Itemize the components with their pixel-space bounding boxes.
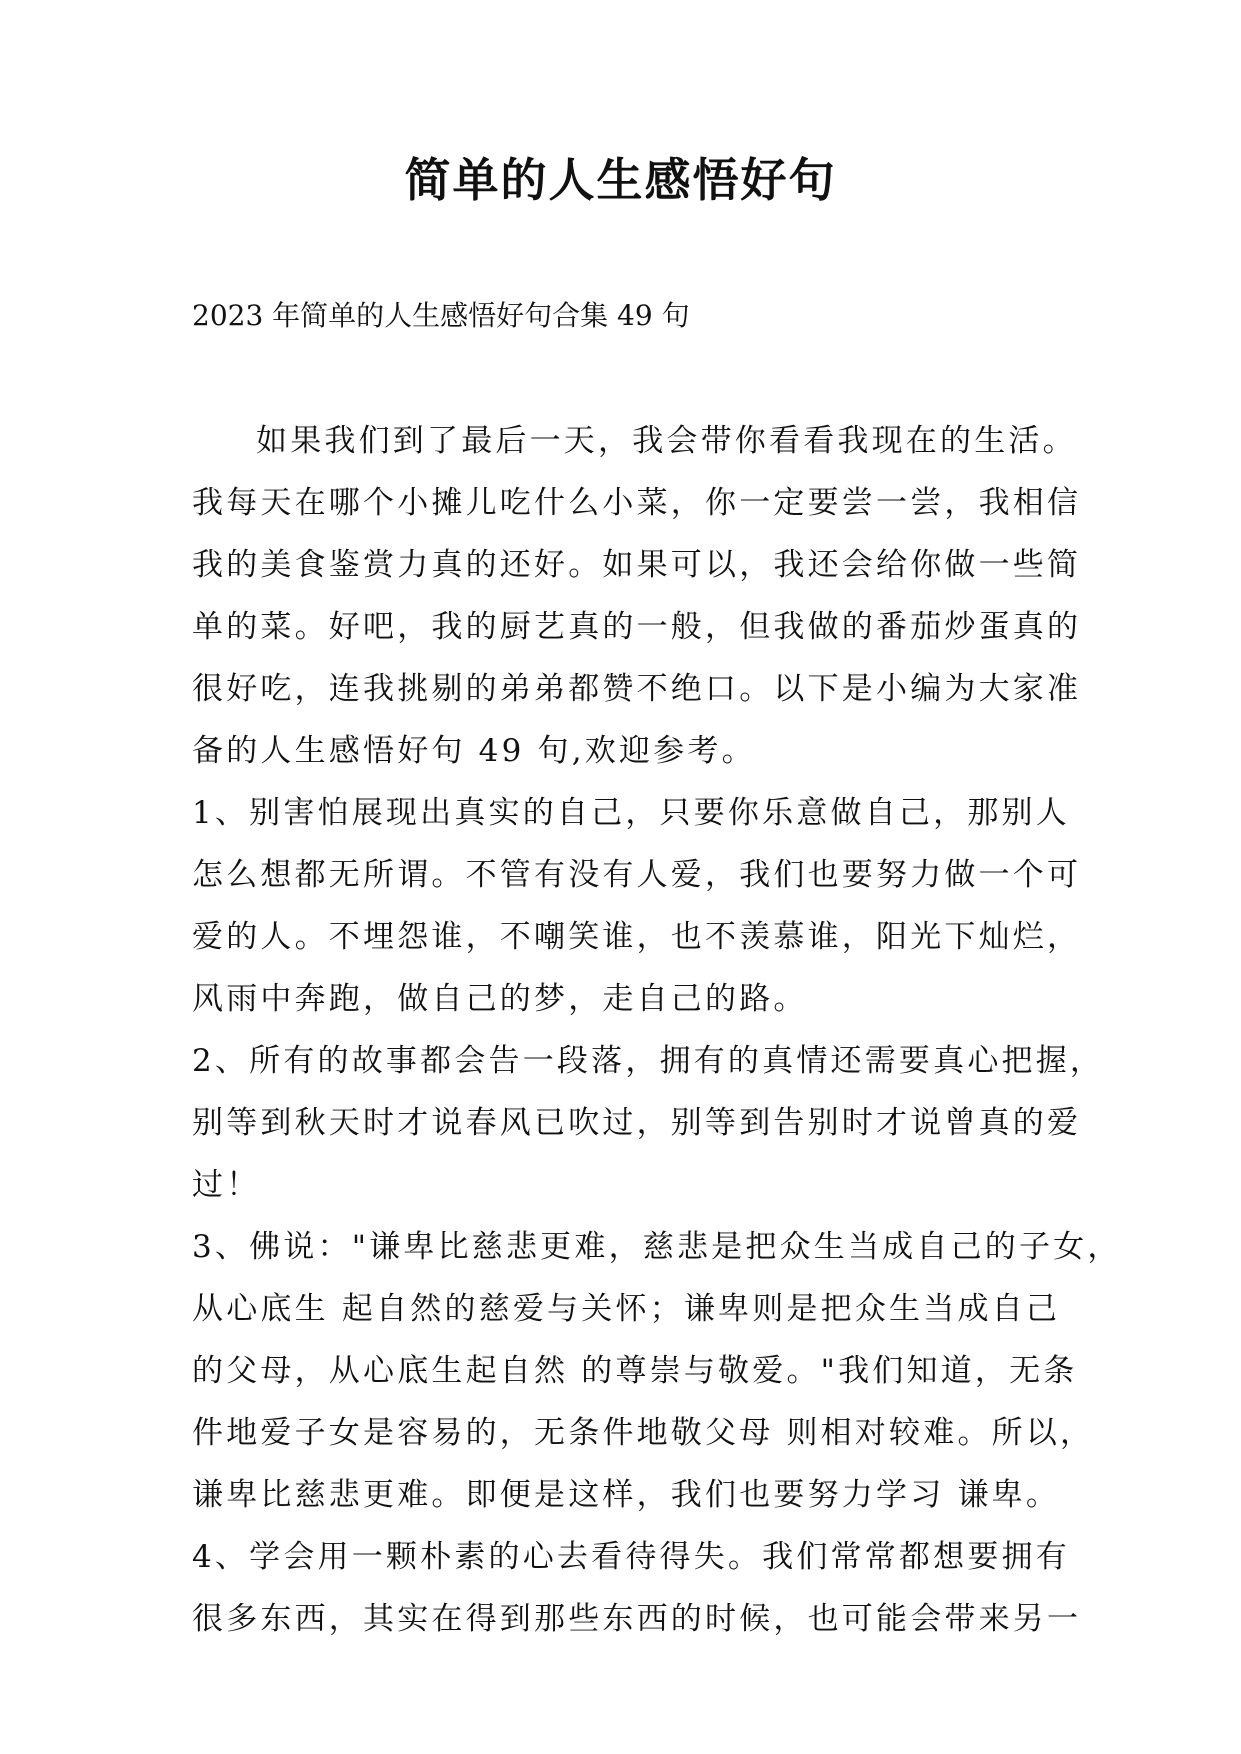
body-line: 件地爱子女是容易的，无条件地敬父母 则相对较难。所以， — [192, 1415, 1095, 1451]
document-body — [192, 410, 1122, 1650]
body-line: 很多东西，其实在得到那些东西的时候，也可能会带来另一 — [192, 1601, 1082, 1637]
body-line: 过！ — [192, 1167, 261, 1203]
document-subtitle: 2023 年简单的人生感悟好句合集 49 句 — [192, 299, 690, 332]
body-line: 如果我们到了最后一天，我会带你看看我现在的生活。 — [256, 423, 1077, 459]
body-line: 1、别害怕展现出真实的自己，只要你乐意做自己，那别人 — [192, 795, 1070, 831]
body-line: 别等到秋天时才说春风已吹过，别等到告别时才说曾真的爱 — [192, 1105, 1082, 1141]
body-line: 我的美食鉴赏力真的还好。如果可以，我还会给你做一些简 — [192, 547, 1082, 583]
body-line: 我每天在哪个小摊儿吃什么小菜，你一定要尝一尝，我相信 — [192, 485, 1082, 521]
body-line: 2、所有的故事都会告一段落，拥有的真情还需要真心把握， — [192, 1043, 1105, 1079]
body-line: 爱的人。不埋怨谁，不嘲笑谁，也不羡慕谁，阳光下灿烂， — [192, 919, 1082, 955]
body-line: 备的人生感悟好句 49 句,欢迎参考。 — [192, 733, 756, 769]
body-line: 从心底生 起自然的慈爱与关怀；谦卑则是把众生当成自己 — [192, 1291, 1061, 1327]
body-line: 谦卑比慈悲更难。即便是这样，我们也要努力学习 谦卑。 — [192, 1477, 1061, 1513]
body-line: 很好吃，连我挑剔的弟弟都赞不绝口。以下是小编为大家准 — [192, 671, 1082, 707]
body-line: 单的菜。好吧，我的厨艺真的一般，但我做的番茄炒蛋真的 — [192, 609, 1082, 645]
body-line: 的父母，从心底生起自然 的尊崇与敬爱。"我们知道，无条 — [192, 1353, 1078, 1389]
document-title: 简单的人生感悟好句 — [404, 153, 837, 207]
body-line: 怎么想都无所谓。不管有没有人爱，我们也要努力做一个可 — [192, 857, 1082, 893]
body-line: 4、学会用一颗朴素的心去看待得失。我们常常都想要拥有 — [192, 1539, 1070, 1575]
body-line: 3、佛说："谦卑比慈悲更难，慈悲是把众生当成自己的子女， — [192, 1229, 1122, 1265]
body-line: 风雨中奔跑，做自己的梦，走自己的路。 — [192, 981, 808, 1017]
